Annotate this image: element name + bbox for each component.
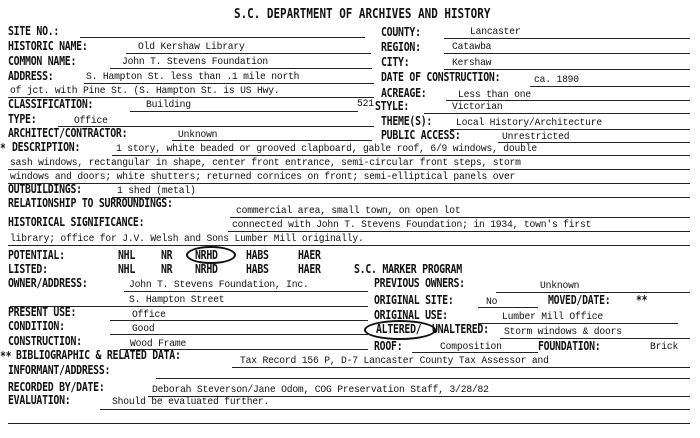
architect-line (172, 140, 372, 141)
county-value: Lancaster (470, 26, 521, 38)
style-line (424, 113, 690, 114)
city-value: Kershaw (452, 57, 492, 69)
common-name-value: John T. Stevens Foundation (122, 56, 268, 68)
address-line1: S. Hampton St. less than .1 mile north (86, 71, 300, 83)
architect-value: Unknown (178, 129, 218, 141)
address-521: 521 (357, 98, 374, 110)
classification-line (130, 111, 358, 112)
roof-line (412, 352, 538, 353)
county-label: COUNTY: (381, 25, 421, 39)
acreage-label: ACREAGE: (381, 86, 427, 100)
bibliographic-label: BIBLIOGRAPHIC & RELATED DATA: (16, 348, 181, 362)
marker-program: S.C. MARKER PROGRAM (354, 262, 462, 276)
address-line2: of jct. with Pine St. (S. Hampton St. is US Hwy. (10, 85, 280, 97)
acreage-value: Less than one (458, 89, 531, 101)
significance-line2: library; office for J.V. Welsh and Sons Lumber Mill originally. (10, 233, 364, 245)
original-site-value: No (486, 296, 498, 308)
city-label: CITY: (381, 55, 410, 69)
bibliographic-value: Tax Record 156 P, D-7 Lancaster County Tax Assessor and (240, 355, 549, 367)
public-access-value: Unrestricted (502, 131, 570, 143)
original-site-label: ORIGINAL SITE: (374, 293, 454, 307)
description-line2-rule (8, 169, 690, 170)
potential-nrhd: NRHD (195, 248, 218, 262)
roof-label: ROOF: (374, 339, 403, 353)
evaluation-line (100, 409, 690, 410)
potential-habs: HABS (246, 248, 269, 262)
altered-circle (364, 320, 436, 340)
recorded-value: Deborah Steverson/Jane Odom, COG Preservation Staff, 3/28/82 (152, 384, 489, 396)
common-name-label: COMMON NAME: (8, 54, 77, 68)
outbuildings-value: 1 shed (metal) (117, 185, 196, 197)
type-label: TYPE: (8, 112, 37, 126)
condition-label: CONDITION: (8, 319, 65, 333)
biblio-marker: ** (0, 349, 12, 363)
relationship-value: commercial area, small town, on open lot (236, 205, 461, 217)
original-use-value: Lumber Mill Office (502, 311, 604, 323)
date-construction-line (530, 86, 690, 87)
description-line3-rule (8, 183, 690, 184)
classification-label: CLASSIFICATION: (8, 97, 94, 111)
present-use-line (110, 320, 368, 321)
informant-line (156, 378, 690, 379)
public-access-line (498, 142, 690, 143)
theme-value: Local History/Architecture (456, 117, 602, 129)
roof-value: Composition (440, 341, 502, 353)
construction-label: CONSTRUCTION: (8, 334, 82, 348)
listed-nhl: NHL (118, 262, 136, 276)
common-name-line (110, 68, 372, 69)
listed-nrhd: NRHD (195, 262, 218, 276)
significance-line1-rule (228, 231, 690, 232)
foundation-label: FOUNDATION: (538, 339, 601, 353)
evaluation-line2 (8, 423, 690, 424)
evaluation-value: Should be evaluated further. (112, 396, 270, 408)
description-line1: 1 story, white beaded or grooved clapboard, gable roof, 6/9 windows, double (116, 143, 537, 155)
listed-label: LISTED: (8, 262, 48, 276)
listed-habs: HABS (246, 262, 269, 276)
owner-line2: S. Hampton Street (129, 294, 225, 306)
owner-line1: John T. Stevens Foundation, Inc. (129, 279, 309, 291)
outbuildings-label: OUTBUILDINGS: (8, 182, 82, 196)
altered-label: ALTERED/ (376, 322, 422, 336)
outbuildings-line (112, 197, 690, 198)
recorded-label: RECORDED BY/DATE: (8, 380, 105, 394)
address-line1-rule (84, 83, 374, 84)
historic-name-value: Old Kershaw Library (138, 41, 245, 53)
significance-label: HISTORICAL SIGNIFICANCE: (8, 215, 145, 229)
condition-line (110, 334, 368, 335)
description-label: DESCRIPTION: (12, 140, 81, 154)
classification-value: Building (146, 99, 191, 111)
potential-nr: NR (161, 248, 173, 262)
foundation-value: Brick (650, 341, 679, 353)
style-value: Victorian (452, 101, 503, 113)
region-value: Catawba (452, 41, 492, 53)
listed-haer: HAER (298, 262, 321, 276)
style-label: STYLE: (375, 99, 410, 113)
potential-haer: HAER (298, 248, 321, 262)
relationship-label: RELATIONSHIP TO SURROUNDINGS: (8, 196, 173, 210)
unaltered-label: UNALTERED: (432, 322, 489, 336)
construction-value: Wood Frame (130, 338, 187, 350)
present-use-label: PRESENT USE: (8, 305, 77, 319)
unaltered-value: Storm windows & doors (504, 326, 622, 338)
original-use-label: ORIGINAL USE: (374, 308, 448, 322)
description-line3: windows and doors; white shutters; returned cornices on front; semi-elliptical panels over (10, 171, 516, 183)
historic-name-line (126, 53, 371, 54)
form-title: S.C. DEPARTMENT OF ARCHIVES AND HISTORY (234, 7, 491, 22)
significance-line2-rule (8, 245, 690, 246)
region-line (444, 53, 690, 54)
potential-label: POTENTIAL: (8, 248, 65, 262)
site-no-line (80, 37, 365, 38)
condition-value: Good (132, 323, 155, 335)
owner-line1-rule (124, 291, 368, 292)
potential-nhl: NHL (118, 248, 136, 262)
theme-line (450, 129, 690, 130)
description-marker: * (0, 141, 6, 155)
previous-owners-label: PREVIOUS OWNERS: (374, 276, 465, 290)
evaluation-label: EVALUATION: (8, 393, 71, 407)
address-label: ADDRESS: (8, 69, 54, 83)
informant-label: INFORMANT/ADDRESS: (8, 363, 111, 377)
description-line2: sash windows, rectangular in shape, center front entrance, semi-circular front steps, storm (10, 157, 521, 169)
region-label: REGION: (381, 40, 421, 54)
bibliographic-line (232, 367, 690, 368)
historic-name-label: HISTORIC NAME: (8, 39, 88, 53)
relationship-line (230, 217, 690, 218)
architect-label: ARCHITECT/CONTRACTOR: (8, 126, 128, 140)
moved-date-value: ** (636, 293, 648, 307)
public-access-label: PUBLIC ACCESS: (381, 128, 461, 142)
type-value: Office (74, 115, 108, 127)
listed-nr: NR (161, 262, 173, 276)
site-no-label: SITE NO.: (8, 24, 60, 38)
date-construction-label: DATE OF CONSTRUCTION: (381, 70, 501, 84)
original-site-line (478, 307, 538, 308)
date-construction-value: ca. 1890 (534, 74, 579, 86)
theme-label: THEME(S): (381, 114, 433, 128)
county-line (444, 38, 690, 39)
original-use-line (478, 323, 678, 324)
description-line1-rule (112, 155, 690, 156)
present-use-value: Office (132, 309, 166, 321)
significance-line1: connected with John T. Stevens Foundation; in 1934, town's first (232, 219, 592, 231)
owner-label: OWNER/ADDRESS: (8, 276, 88, 290)
previous-owners-value: Unknown (540, 280, 580, 292)
moved-date-label: MOVED/DATE: (548, 293, 611, 307)
